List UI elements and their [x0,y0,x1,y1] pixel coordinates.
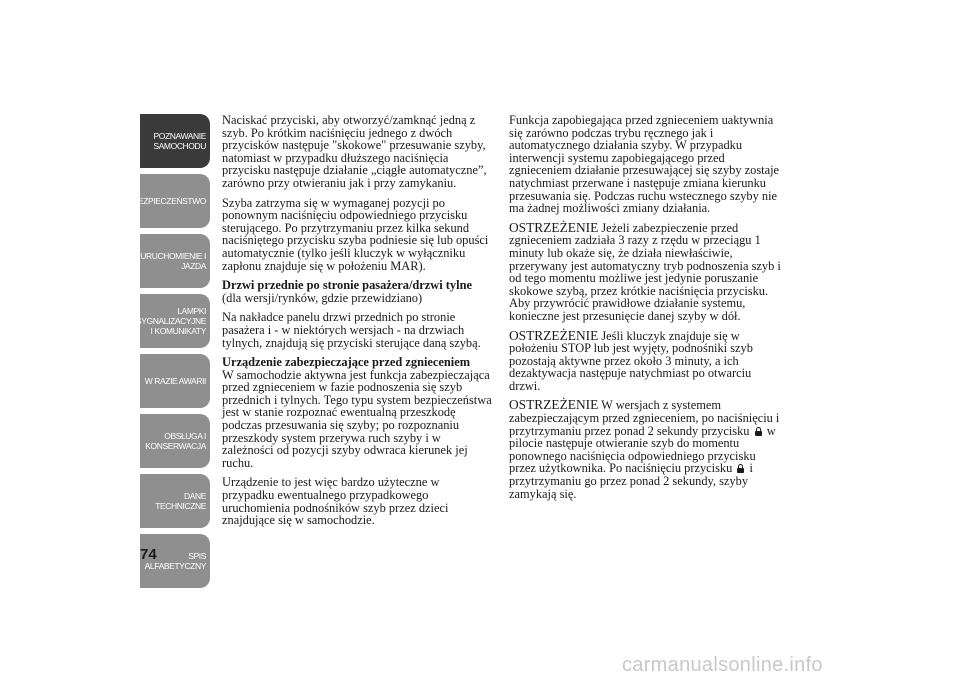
warning-text: w pilocie następuje otwieranie szyb do momentu ponownego naciśnięcia odpowiedniego przycisku przez użytkownika. Po naciśnięciu przycisku [509,423,776,476]
tab-label-line: JAZDA [181,261,206,271]
chapter-sidebar [132,114,210,594]
tab-label-line: I KOMUNIKATY [150,326,206,336]
tab-label-line: KONSERWACJA [145,441,206,451]
tab-label-line: SAMOCHODU [153,141,206,151]
warning-paragraph [509,327,785,393]
warning-paragraph [509,219,785,323]
lock-icon [737,464,744,473]
tab-dane-techniczne[interactable] [140,474,210,528]
tab-label-line: SYGNALIZACYJNE [136,316,206,326]
tab-label-line: ALFABETYCZNY [144,561,206,571]
text-column-right [509,114,785,507]
paragraph: W samochodzie aktywna jest funkcja zabezpieczająca przed zgnieceniem w fazie podnoszenia się szyb przednich i tylnych. Tego typu system bezpieczeństwa jest w stanie rozpoznać ewentualną przeszkodę podczas przesuwania się szyby; po rozpoznaniu przeszkody system przerywa ruch szyby i w zależności od pozycji szyby odwraca kierunek jej ruchu. [222,367,492,470]
warning-label: OSTRZEŻENIE [509,219,599,235]
warning-label: OSTRZEŻENIE [509,327,599,343]
tab-bezpieczenstwo[interactable] [132,174,210,228]
tab-label-line: TECHNICZNE [155,501,206,511]
section-heading: Urządzenie zabezpieczające przed zgnieceniem [222,355,471,370]
tab-label-line: W RAZIE AWARII [144,376,206,386]
warning-text: Jeżeli zabezpieczenie przed zgnieceniem zadziała 3 razy z rzędu w przeciągu 1 minuty lub okaże się, że działa niewłaściwie, przerywany jest automatyczny tryb podnoszenia szyb i od tego momentu możliwe jest jedynie poruszanie skokowe szybą, przez krótkie naciśnięcia przycisku. Aby przywrócić prawidłowe działanie systemu, konieczne jest przesunięcie danej szyby w dół. [509,220,781,323]
tab-w-razie-awarii[interactable] [140,354,210,408]
warning-paragraph [509,399,785,500]
tab-label-line: LAMPKI [177,306,206,316]
tab-label-line: DANE [183,491,206,501]
paragraph: (dla wersji/rynków, gdzie przewidziano) [222,290,423,305]
tab-poznawanie-samochodu[interactable] [140,114,210,168]
unlock-icon [755,427,762,436]
paragraph: Szyba zatrzyma się w wymaganej pozycji po ponownym naciśnięciu odpowiedniego przycisku sterującego. Po przytrzymaniu przez kilka sekund naciśniętego przycisku szyba podniesie się lub opuści automatycznie (tylko jeśli kluczyk w wyłączniku zapłonu znajduje się w położeniu MAR). [222,195,489,273]
warning-text: Jeśli kluczyk znajduje się w położeniu STOP lub jest wyjęty, podnośniki szyb pozostają aktywne przez około 3 minuty, a ich dezaktywacja następuje natychmiast po otwarciu drzwi. [509,328,753,393]
paragraph: Na nakładce panelu drzwi przednich po stronie pasażera i - w niektórych wersjach - na drzwiach tylnych, znajdują się przyciski sterujące daną szybą. [222,310,481,350]
paragraph: Funkcja zapobiegająca przed zgnieceniem uaktywnia się zarówno podczas trybu ręcznego jak i automatycznego działania szyby. W przypadku interwencji systemu zapobiegającego przed zgnieceniem działanie przesuwającej się szyby zostaje natychmiast przerwane i następuje zmiana kierunku przesuwania się. Podczas ruchu wstecznego szyby nie ma żadnej możliwości zmiany działania. [509,113,780,216]
tab-label-line: URUCHOMIENIE I [140,251,206,261]
watermark: carmanualsonline.info [622,654,823,676]
text-column-left [222,114,494,534]
warning-text: i przytrzymaniu go przez ponad 2 sekundy, szyby zamykają się. [509,461,753,501]
page-number: 74 [140,546,157,563]
tab-lampki-sygnalizacyjne[interactable] [136,294,210,348]
warning-text: W wersjach z systemem zabezpieczającym przed zgnieceniem, po naciśnięciu i przytrzymaniu przez ponad 2 sekundy przycisku [509,398,780,438]
warning-label: OSTRZEŻENIE [509,397,599,413]
tab-label-line: BEZPIECZEŃSTWO [132,196,206,206]
paragraph: Urządzenie to jest więc bardzo użyteczne w przypadku ewentualnego przypadkowego uruchomienia podnośników szyb przez dzieci znajdujące się w samochodzie. [222,475,449,528]
tab-label-line: OBSŁUGA I [164,431,206,441]
tab-label-line: SPIS [188,551,206,561]
tab-uruchomienie-i-jazda[interactable] [140,234,210,288]
section-heading: Drzwi przednie po stronie pasażera/drzwi tylne [222,278,472,293]
tab-label-line: POZNAWANIE [153,131,206,141]
paragraph: Naciskać przyciski, aby otworzyć/zamknąć jedną z szyb. Po krótkim naciśnięciu jednego z dwóch przycisków następuje "skokowe" przesuwanie szyby, natomiast w przypadku dłuższego naciśnięcia przycisku następuje działanie „ciągłe automatyczne”, zarówno przy otwieraniu jak i przy zamykaniu. [222,113,487,190]
tab-obsluga-i-konserwacja[interactable] [140,414,210,468]
